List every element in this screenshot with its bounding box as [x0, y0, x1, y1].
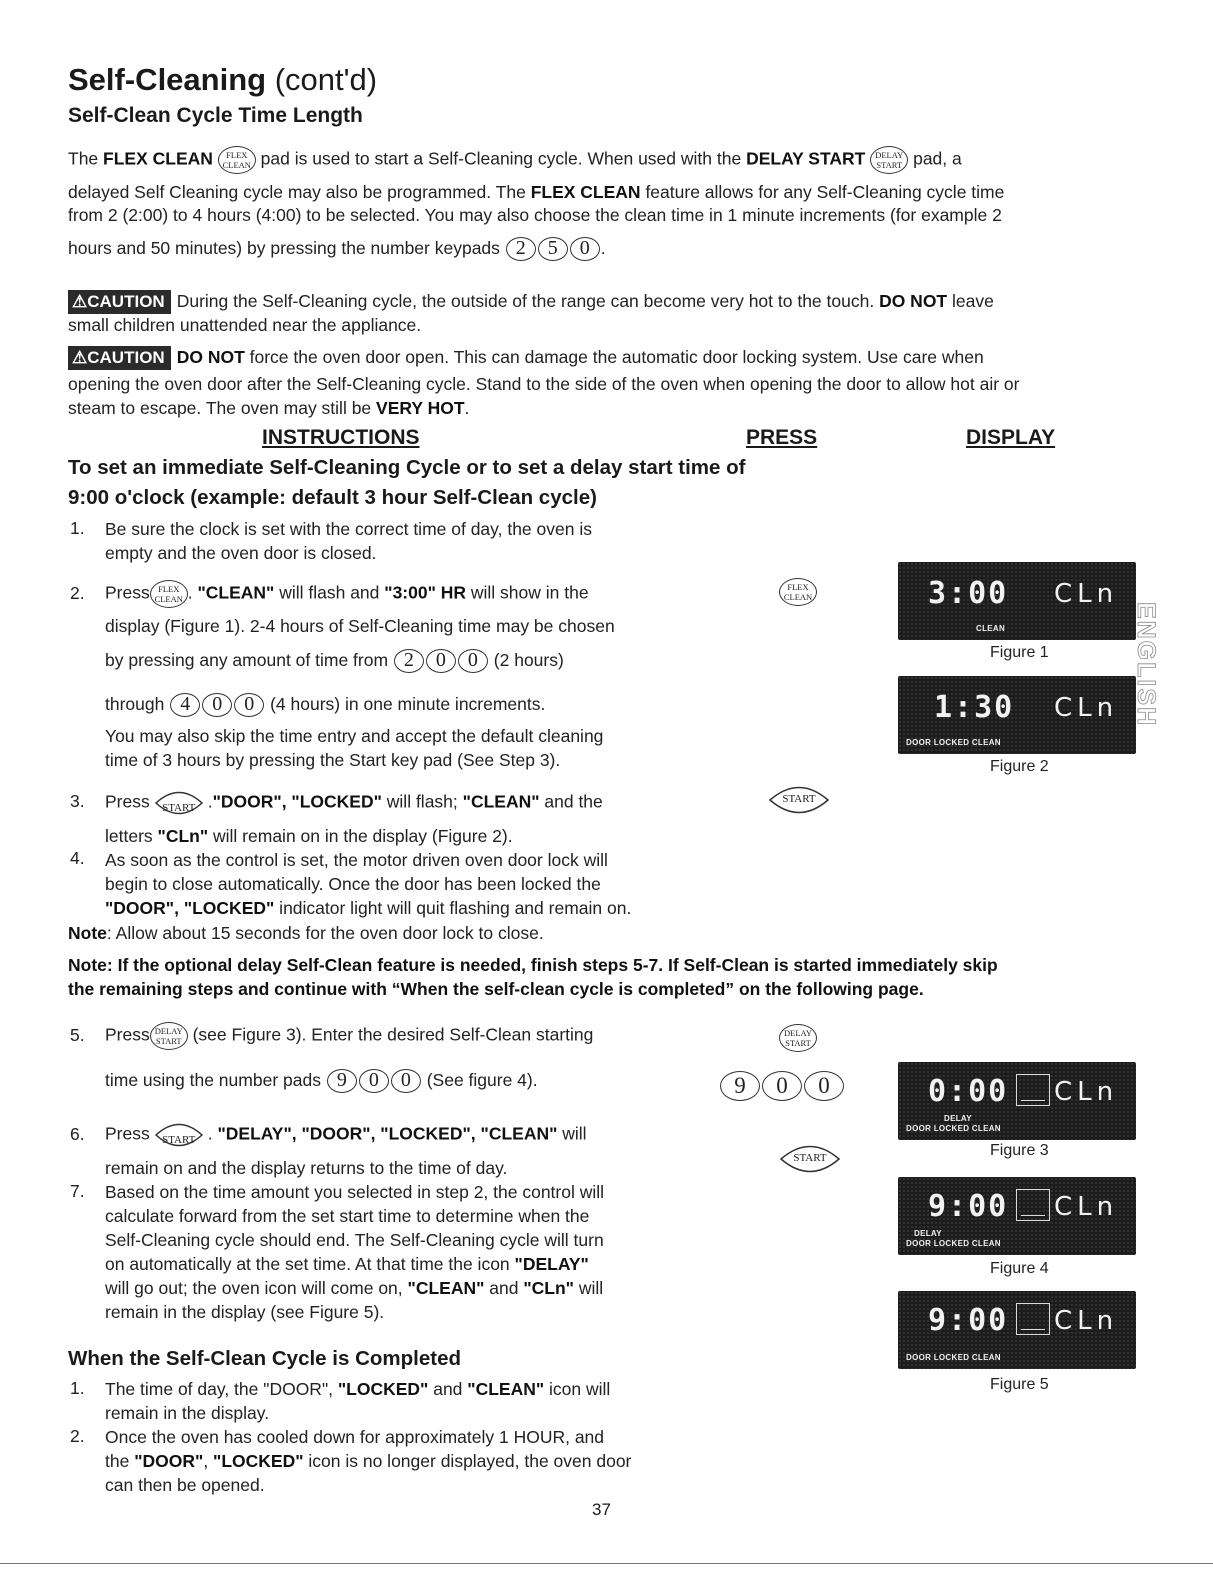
- column-press: PRESS: [746, 426, 818, 449]
- step-4-l3: "DOOR", "LOCKED" indicator light will quit flashing and remain on.: [105, 898, 632, 918]
- oven-display-figure-4: [898, 1177, 1136, 1255]
- figure-caption: Figure 2: [990, 758, 1049, 775]
- caution-2-line-2: opening the oven door after the Self-Cleaning cycle. Stand to the side of the oven when opening the door to allow hot air or: [68, 374, 1020, 394]
- completed-2-l1: Once the oven has cooled down for approximately 1 HOUR, and: [105, 1427, 605, 1447]
- step-1-l1: Be sure the clock is set with the correct time of day, the oven is: [105, 519, 592, 539]
- display-code: CLn: [1054, 693, 1119, 723]
- delay-start-pad-icon: DELAY START: [779, 1024, 817, 1052]
- figure-caption: Figure 3: [990, 1142, 1049, 1159]
- completed-1-l2: remain in the display.: [105, 1403, 270, 1423]
- step-2-l1: Press FLEX CLEAN . "CLEAN" will flash and "3:00" HR will show in the: [105, 580, 589, 608]
- flex-clean-pad-icon: FLEX CLEAN: [779, 578, 817, 606]
- keypad-0-icon: 0: [426, 649, 456, 673]
- step-7-l6: remain in the display (see Figure 5).: [105, 1302, 385, 1322]
- page-number: 37: [592, 1500, 611, 1519]
- delay-start-pad-icon: DELAY START: [870, 146, 908, 174]
- display-time: 0:00: [928, 1074, 1009, 1109]
- display-time: 9:00: [928, 1189, 1009, 1224]
- display-code: CLn: [1054, 1306, 1119, 1336]
- keypad-0-icon: 0: [202, 693, 232, 717]
- intro-line-4: hours and 50 minutes) by pressing the number keypads 2 5 0 .: [68, 237, 606, 260]
- keypad-4-icon: 4: [170, 693, 200, 717]
- page-title: [68, 62, 377, 98]
- keypad-9-icon: 9: [720, 1071, 760, 1101]
- step-5-l1: Press DELAY START (see Figure 3). Enter the desired Self-Clean starting: [105, 1022, 593, 1050]
- figure-caption: Figure 4: [990, 1260, 1049, 1277]
- display-delay-label: DELAY: [914, 1229, 942, 1238]
- keypad-0-icon: 0: [762, 1071, 802, 1101]
- display-indicator-labels: DOOR LOCKED CLEAN: [906, 1239, 1001, 1248]
- display-code: CLn: [1054, 1192, 1119, 1222]
- completed-2-l2: the "DOOR", "LOCKED" icon is no longer displayed, the oven door: [105, 1451, 632, 1471]
- title-contd: (cont'd): [274, 62, 378, 97]
- oven-icon: [1016, 1189, 1050, 1221]
- oven-display-figure-2: [898, 676, 1136, 754]
- start-pad-icon: START: [150, 788, 208, 818]
- step-number: 5.: [70, 1025, 85, 1045]
- display-time: 9:00: [928, 1303, 1009, 1338]
- section-subtitle: Self-Clean Cycle Time Length: [68, 104, 363, 127]
- step-number: 3.: [70, 791, 85, 811]
- bold-note-l1: Note: If the optional delay Self-Clean feature is needed, finish steps 5-7. If Self-Clean is started immediately skip: [68, 955, 998, 975]
- keypad-9-icon: 9: [327, 1069, 357, 1093]
- title-main: Self-Cleaning: [68, 62, 267, 97]
- step-6-l2: remain on and the display returns to the time of day.: [105, 1158, 508, 1178]
- step-2-l2: display (Figure 1). 2-4 hours of Self-Cleaning time may be chosen: [105, 616, 615, 636]
- step-3-l2: letters "CLn" will remain on in the display (Figure 2).: [105, 826, 513, 846]
- step-2-l5: You may also skip the time entry and accept the default cleaning: [105, 726, 604, 746]
- step-number: 2.: [70, 1426, 85, 1446]
- bold-note-l2: the remaining steps and continue with “When the self-clean cycle is completed” on the following page.: [68, 979, 924, 999]
- keypad-2-icon: 2: [506, 237, 536, 261]
- side-tab-label: ENGLISH: [1132, 601, 1161, 728]
- caution-1: ⚠CAUTION During the Self-Cleaning cycle, the outside of the range can become very hot to the touch. DO NOT leave: [68, 289, 994, 314]
- press-delay-start: [779, 1024, 817, 1052]
- step-number: 4.: [70, 848, 85, 868]
- step-7-l2: calculate forward from the set start time to determine when the: [105, 1206, 590, 1226]
- section-1-heading-l1: To set an immediate Self-Cleaning Cycle or to set a delay start time of: [68, 456, 746, 479]
- start-pad-icon: START: [775, 1142, 845, 1176]
- step-4-l2: begin to close automatically. Once the door has been locked the: [105, 874, 601, 894]
- section-1-heading-l2: 9:00 o'clock (example: default 3 hour Self-Clean cycle): [68, 486, 597, 509]
- column-instructions: INSTRUCTIONS: [262, 426, 420, 449]
- intro-line-3: from 2 (2:00) to 4 hours (4:00) to be selected. You may also choose the clean time in 1 minute increments (for example 2: [68, 205, 1002, 225]
- start-pad-icon: START: [764, 783, 834, 817]
- delay-start-pad-icon: DELAY START: [150, 1022, 188, 1050]
- display-indicator-labels: DOOR LOCKED CLEAN: [906, 1124, 1001, 1133]
- step-2-l3: by pressing any amount of time from 2 0 0 (2 hours): [105, 649, 564, 672]
- step-3-l1: Press START ."DOOR", "LOCKED" will flash; "CLEAN" and the: [105, 788, 603, 818]
- display-indicator-labels: CLEAN: [976, 624, 1006, 633]
- display-code: CLn: [1054, 1077, 1119, 1107]
- display-time: 3:00: [928, 576, 1009, 611]
- step-6-l1: Press START . "DELAY", "DOOR", "LOCKED", "CLEAN" will: [105, 1120, 587, 1150]
- column-display: DISPLAY: [966, 426, 1056, 449]
- keypad-0-icon: 0: [359, 1069, 389, 1093]
- flex-clean-pad-icon: FLEX CLEAN: [218, 146, 256, 174]
- step-number: 2.: [70, 583, 85, 603]
- oven-icon: [1016, 1074, 1050, 1106]
- step-4-l1: As soon as the control is set, the motor driven oven door lock will: [105, 850, 608, 870]
- completed-1-l1: The time of day, the "DOOR", "LOCKED" and "CLEAN" icon will: [105, 1379, 611, 1399]
- keypad-2-icon: 2: [394, 649, 424, 673]
- press-start-1: [764, 783, 834, 817]
- keypad-0-icon: 0: [804, 1071, 844, 1101]
- oven-display-figure-3: [898, 1062, 1136, 1140]
- start-pad-icon: START: [150, 1120, 208, 1150]
- intro-line-1: The FLEX CLEAN FLEX CLEAN pad is used to start a Self-Cleaning cycle. When used with the DELAY START DELAY START pad, a: [68, 146, 962, 174]
- display-indicator-labels: DOOR LOCKED CLEAN: [906, 1353, 1001, 1362]
- keypad-5-icon: 5: [538, 237, 568, 261]
- display-code: CLn: [1054, 579, 1119, 609]
- figure-caption: Figure 1: [990, 644, 1049, 661]
- keypad-0-icon: 0: [391, 1069, 421, 1093]
- step-7-l3: Self-Cleaning cycle should end. The Self-Cleaning cycle will turn: [105, 1230, 604, 1250]
- figure-caption: Figure 5: [990, 1376, 1049, 1393]
- keypad-0-icon: 0: [234, 693, 264, 717]
- step-number: 1.: [70, 1378, 85, 1398]
- step-5-l2: time using the number pads 9 0 0 (See figure 4).: [105, 1069, 538, 1092]
- keypad-0-icon: 0: [570, 237, 600, 261]
- keypad-0-icon: 0: [458, 649, 488, 673]
- step-7-l1: Based on the time amount you selected in step 2, the control will: [105, 1182, 605, 1202]
- section-3-heading: When the Self-Clean Cycle is Completed: [68, 1347, 461, 1370]
- caution-1-line-2: small children unattended near the appliance.: [68, 315, 422, 335]
- caution-badge: ⚠CAUTION: [68, 346, 171, 370]
- caution-badge: ⚠CAUTION: [68, 290, 171, 314]
- oven-icon: [1016, 1303, 1050, 1335]
- press-start-2: [775, 1142, 845, 1176]
- display-delay-label: DELAY: [944, 1114, 972, 1123]
- display-indicator-labels: DOOR LOCKED CLEAN: [906, 738, 1001, 747]
- press-keypads-900: [719, 1071, 845, 1101]
- step-1-l2: empty and the oven door is closed.: [105, 543, 377, 563]
- oven-display-figure-1: [898, 562, 1136, 640]
- completed-2-l3: can then be opened.: [105, 1475, 265, 1495]
- note: Note: Allow about 15 seconds for the oven door lock to close.: [68, 923, 544, 943]
- step-7-l5: will go out; the oven icon will come on, "CLEAN" and "CLn" will: [105, 1278, 604, 1298]
- step-2-l6: time of 3 hours by pressing the Start key pad (See Step 3).: [105, 750, 561, 770]
- intro-line-2: delayed Self Cleaning cycle may also be programmed. The FLEX CLEAN feature allows for any Self-Cleaning cycle time: [68, 182, 1005, 202]
- oven-display-figure-5: [898, 1291, 1136, 1369]
- step-number: 7.: [70, 1181, 85, 1201]
- caution-2-line-3: steam to escape. The oven may still be VERY HOT.: [68, 398, 470, 418]
- bottom-rule: [0, 1563, 1213, 1564]
- language-side-tab: [1132, 588, 1169, 738]
- flex-clean-pad-icon: FLEX CLEAN: [150, 580, 188, 608]
- press-flex-clean: [779, 578, 817, 606]
- step-2-l4: through 4 0 0 (4 hours) in one minute increments.: [105, 693, 546, 716]
- caution-2: ⚠CAUTION DO NOT force the oven door open. This can damage the automatic door locking system. Use care when: [68, 345, 984, 370]
- display-time: 1:30: [934, 690, 1015, 725]
- step-number: 6.: [70, 1124, 85, 1144]
- step-7-l4: on automatically at the set time. At that time the icon "DELAY": [105, 1254, 589, 1274]
- step-number: 1.: [70, 518, 85, 538]
